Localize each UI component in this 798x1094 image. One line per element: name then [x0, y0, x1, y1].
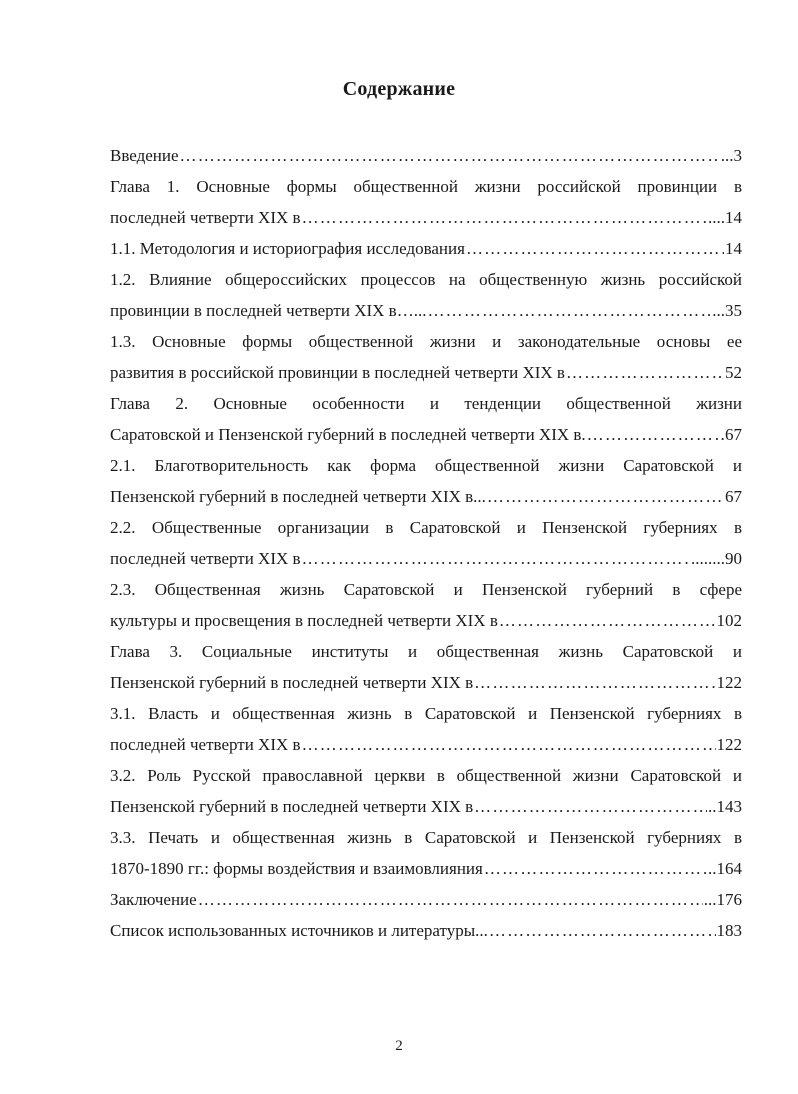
- toc-entry-line: [110, 481, 742, 512]
- toc-entry-chapter-2[interactable]: [110, 388, 742, 450]
- toc-page-number: 122: [716, 735, 742, 754]
- toc-entry-title: последней четверти XIX в: [110, 208, 301, 227]
- dot-leader: [302, 729, 716, 760]
- toc-entry-title: 1.1. Методология и историография исследования: [110, 239, 465, 258]
- toc-entry-title-line: 1.2. Влияние общероссийских процессов на общественную жизнь российской: [110, 270, 742, 289]
- toc-page-number: 122: [716, 673, 742, 692]
- toc-entry-line: [110, 853, 742, 884]
- toc-page-number: ...176: [703, 890, 742, 909]
- toc-entry-line: [110, 233, 742, 264]
- toc-entry-title: развития в российской провинции в последней четверти XIX в: [110, 363, 565, 382]
- dot-leader: [474, 667, 715, 698]
- dot-leader: [427, 295, 711, 326]
- toc-entry-3-3[interactable]: [110, 822, 742, 884]
- toc-entry-line: [110, 295, 742, 326]
- toc-entry-line: [110, 419, 742, 450]
- toc-entry-line: [110, 357, 742, 388]
- toc-entry-line: [110, 202, 742, 233]
- toc-entry-title-line: 2.1. Благотворительность как форма общественной жизни Саратовской и: [110, 456, 742, 475]
- toc-entry-conclusion[interactable]: [110, 884, 742, 915]
- toc-entry-introduction[interactable]: [110, 140, 742, 171]
- toc-entry-2-1[interactable]: [110, 450, 742, 512]
- toc-page-number: ...35: [712, 301, 742, 320]
- toc-entry-line: [110, 729, 742, 760]
- table-of-contents: [110, 140, 742, 946]
- toc-entry-bibliography[interactable]: [110, 915, 742, 946]
- toc-entry-1-1[interactable]: [110, 233, 742, 264]
- dot-leader: [499, 605, 716, 636]
- toc-page-number: ...3: [720, 146, 742, 165]
- toc-entry-title: Пензенской губерний в последней четверти XIX в: [110, 797, 474, 816]
- toc-page-number: 67: [725, 425, 742, 444]
- toc-entry-line: [110, 140, 742, 171]
- toc-entry-title: провинции в последней четверти XIX в…...: [110, 301, 427, 320]
- toc-entry-line: [110, 791, 742, 822]
- dot-leader: [489, 915, 716, 946]
- dot-leader: [466, 233, 724, 264]
- dot-leader: [302, 543, 690, 574]
- toc-entry-title: последней четверти XIX в: [110, 735, 301, 754]
- toc-entry-title-line: 1.3. Основные формы общественной жизни и законодательные основы ее: [110, 332, 742, 351]
- toc-entry-title: Заключение: [110, 890, 197, 909]
- dot-leader: [587, 419, 724, 450]
- toc-entry-title-line: Глава 3. Социальные институты и общественная жизнь Саратовской и: [110, 642, 742, 661]
- dot-leader: [566, 357, 724, 388]
- toc-entry-chapter-1[interactable]: [110, 171, 742, 233]
- toc-entry-line: [110, 605, 742, 636]
- toc-entry-title: последней четверти XIX в: [110, 549, 301, 568]
- toc-page-number: 14: [725, 239, 742, 258]
- toc-entry-2-3[interactable]: [110, 574, 742, 636]
- toc-page-number: ....14: [708, 208, 742, 227]
- toc-entry-title-line: Глава 2. Основные особенности и тенденции общественной жизни: [110, 394, 742, 413]
- toc-page-number: 183: [716, 921, 742, 940]
- toc-entry-1-2[interactable]: [110, 264, 742, 326]
- toc-entry-title-line: Глава 1. Основные формы общественной жизни российской провинции в: [110, 177, 742, 196]
- toc-page-number: 102: [716, 611, 742, 630]
- toc-entry-3-1[interactable]: [110, 698, 742, 760]
- toc-entry-title-line: 2.2. Общественные организации в Саратовской и Пензенской губерниях в: [110, 518, 742, 537]
- toc-entry-3-2[interactable]: [110, 760, 742, 822]
- toc-entry-title: Введение: [110, 146, 179, 165]
- dot-leader: [484, 853, 707, 884]
- toc-entry-line: [110, 884, 742, 915]
- toc-entry-title-line: 3.3. Печать и общественная жизнь в Саратовской и Пензенской губерниях в: [110, 828, 742, 847]
- toc-entry-line: [110, 667, 742, 698]
- toc-page-number: 52: [725, 363, 742, 382]
- toc-entry-title-line: 2.3. Общественная жизнь Саратовской и Пензенской губерний в сфере: [110, 580, 742, 599]
- toc-page-number: 67: [725, 487, 742, 506]
- dot-leader: [180, 140, 720, 171]
- dot-leader: [487, 481, 724, 512]
- toc-page-number: ..164: [708, 859, 742, 878]
- toc-page-number: ..143: [708, 797, 742, 816]
- toc-entry-title: Список использованных источников и литературы...: [110, 921, 488, 940]
- toc-entry-title: Пензенской губерний в последней четверти XIX в: [110, 673, 474, 692]
- page-number: 2: [395, 1038, 403, 1054]
- toc-entry-title: Пензенской губерний в последней четверти XIX в...: [110, 487, 486, 506]
- toc-entry-chapter-3[interactable]: [110, 636, 742, 698]
- toc-page-number: ........90: [691, 549, 742, 568]
- toc-entry-2-2[interactable]: [110, 512, 742, 574]
- page-title: Содержание: [342, 78, 456, 100]
- dot-leader: [474, 791, 707, 822]
- toc-entry-title: Саратовской и Пензенской губерний в последней четверти XIX в.: [110, 425, 586, 444]
- toc-entry-title-line: 3.1. Власть и общественная жизнь в Саратовской и Пензенской губерниях в: [110, 704, 742, 723]
- toc-entry-line: [110, 543, 742, 574]
- toc-entry-title: 1870-1890 гг.: формы воздействия и взаимовлияния: [110, 859, 483, 878]
- toc-entry-title-line: 3.2. Роль Русской православной церкви в общественной жизни Саратовской и: [110, 766, 742, 785]
- toc-entry-1-3[interactable]: [110, 326, 742, 388]
- toc-entry-title: культуры и просвещения в последней четверти XIX в: [110, 611, 498, 630]
- dot-leader: [302, 202, 707, 233]
- dot-leader: [198, 884, 703, 915]
- toc-entry-line: [110, 915, 742, 946]
